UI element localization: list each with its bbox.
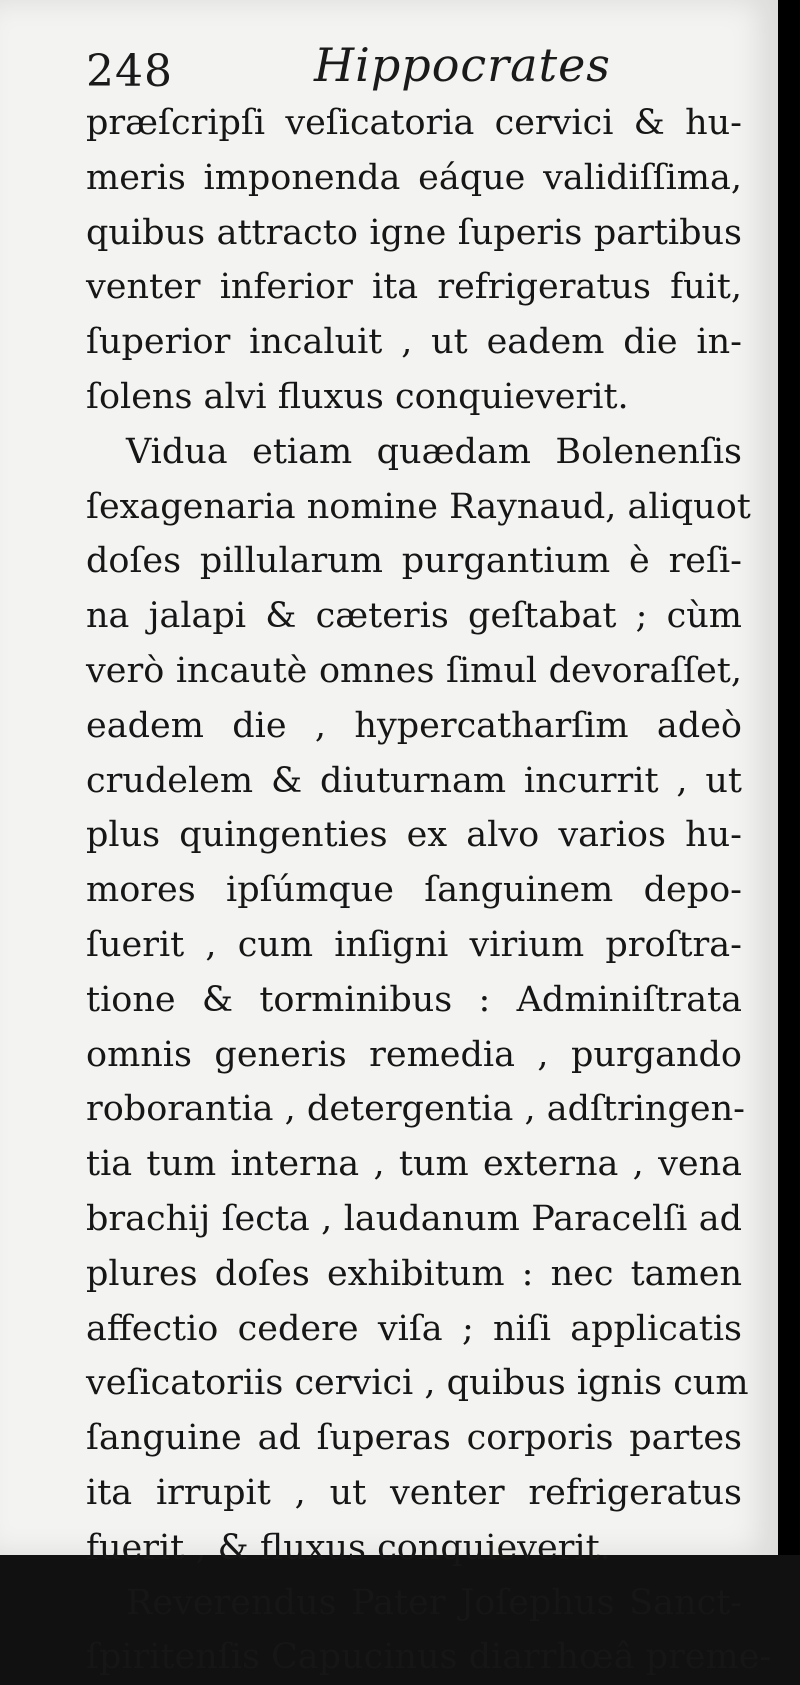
text-line: tia tum interna , tum externa , vena [86, 1144, 742, 1185]
text-line: ſanguine ad ſuperas corporis partes [86, 1418, 742, 1459]
text-line: plures doſes exhibitum : nec tamen [86, 1253, 742, 1294]
text-line: tione & torminibus : Adminiſtrata [86, 979, 742, 1020]
text-line: affectio cedere viſa ; niſi applicatis [86, 1308, 742, 1349]
text-line: præſcripſi veſicatoria cervici & hu- [86, 103, 742, 143]
text-line: roborantia , detergentia , adſtringen- [86, 1089, 745, 1130]
text-line: ita irrupit , ut venter refrigeratus [86, 1472, 742, 1513]
text-line: brachij ſecta , laudanum Paracelſi ad [86, 1198, 742, 1239]
text-line: mores ipſúmque ſanguinem depo- [86, 870, 742, 911]
text-line: ſpiritenſis Capucinus diarrhœâ preme- [86, 1637, 772, 1678]
text-line: crudelem & diuturnam incurrit , ut [86, 760, 742, 801]
text-line: omnis generis remedia , purgando [86, 1034, 742, 1075]
running-head [86, 38, 736, 96]
text-line: ſuerit , cum inſigni virium proſtra- [86, 924, 742, 965]
text-line: Vidua etiam quædam Bolenenſis [126, 431, 742, 472]
body-text [86, 96, 772, 1685]
page-number: 248 [86, 46, 173, 97]
text-line: doſes pillularum purgantium è reſi- [86, 541, 742, 582]
text-line: venter inferior ita refrigeratus fuit, [86, 267, 742, 308]
text-line: quibus attracto igne ſuperis partibus [86, 212, 742, 253]
text-line: verò incautè omnes ſimul devoraſſet, [86, 650, 742, 691]
binding-edge [778, 0, 800, 1555]
text-line: eadem die , hypercatharſim adeò [86, 705, 742, 746]
running-title: Hippocrates [314, 38, 611, 92]
text-line: ſolens alvi fluxus conquieverit. [86, 376, 629, 417]
text-line: Reverendus Pater Joſephus Sanct- [126, 1582, 742, 1623]
text-line: veſicatoriis cervici , quibus ignis cum [86, 1363, 749, 1404]
text-line: ſuperior incaluit , ut eadem die in- [86, 322, 742, 363]
text-line: plus quingenties ex alvo varios hu- [86, 815, 742, 856]
text-line: meris imponenda eáque validiſſima, [86, 157, 742, 198]
text-line: fuerit , & fluxus conquieverit. [86, 1527, 611, 1568]
text-line: ſexagenaria nomine Raynaud, aliquot [86, 486, 751, 527]
text-line: na jalapi & cæteris geſtabat ; cùm [86, 596, 742, 637]
